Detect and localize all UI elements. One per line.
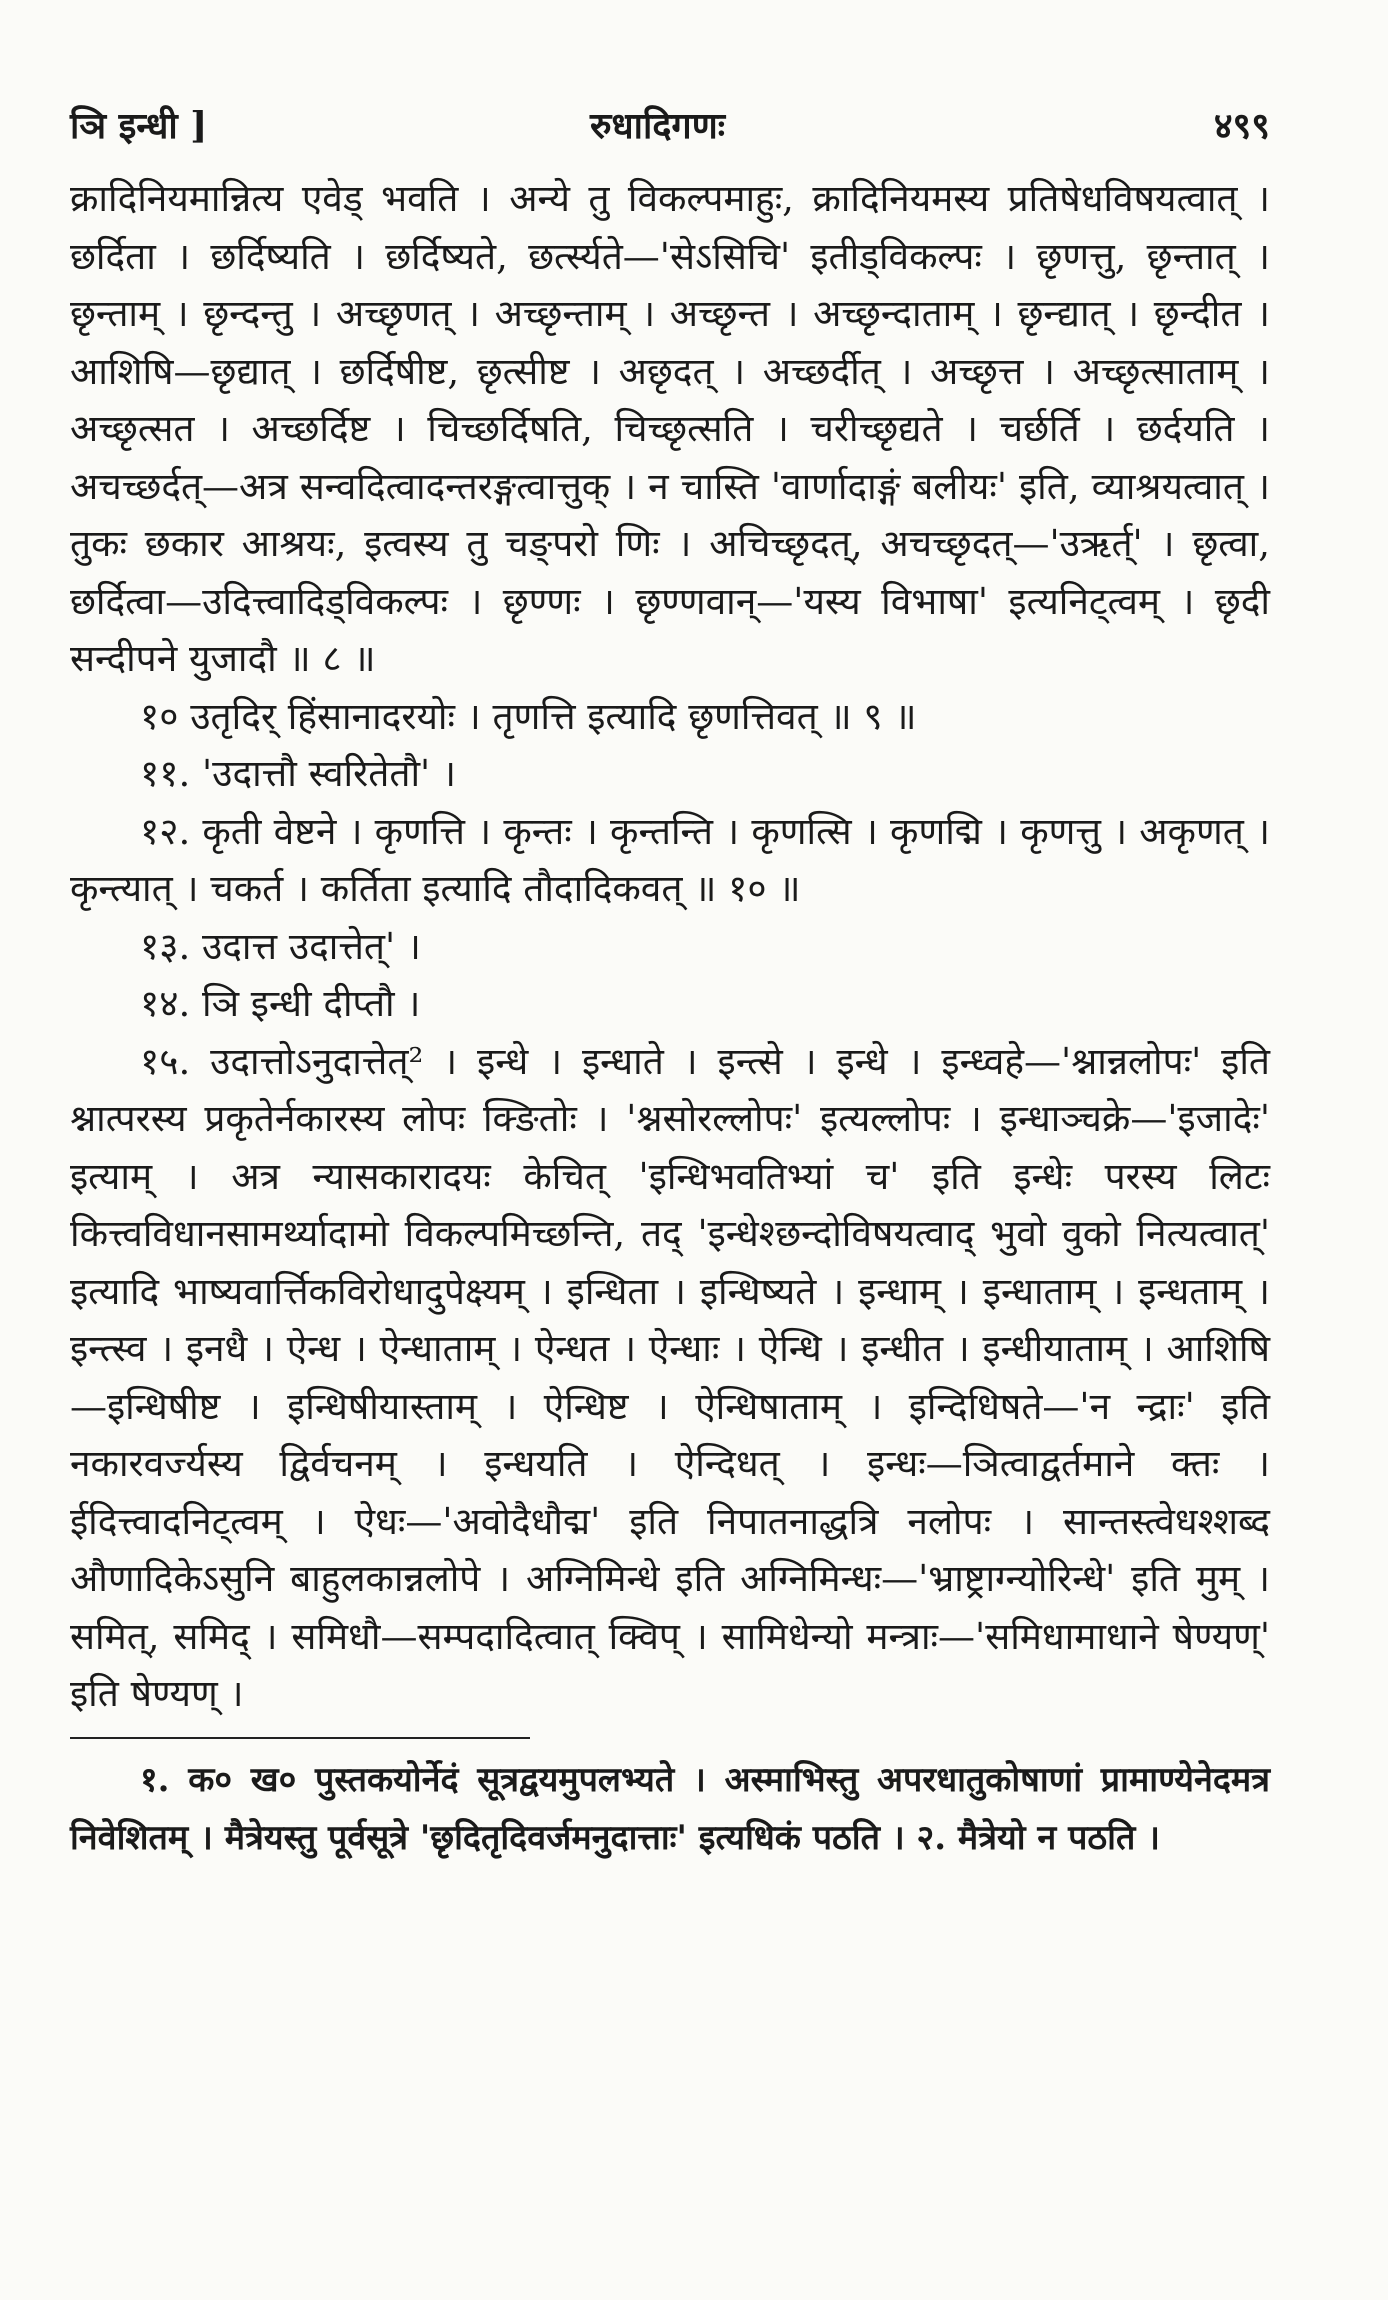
paragraph: १२. कृती वेष्टने । कृणत्ति । कृन्तः । कृन्तन्ति । कृणत्सि । कृणद्मि । कृणत्तु । अकृणत् । कृन्त्यात् । चकर्त । कर्तिता इत्यादि तौदादिकवत् ॥ १० ॥ — [70, 809, 1270, 910]
running-header — [70, 100, 1270, 170]
footnote-divider — [70, 1737, 530, 1739]
main-text — [70, 170, 1270, 1723]
paragraph: ११. 'उदात्तौ स्वरितेतौ' । — [140, 752, 456, 795]
page-number: ४९९ — [1213, 105, 1270, 147]
paragraph: १३. उदात्त उदात्तेत्' । — [140, 924, 421, 968]
paragraph: क्रादिनियमान्नित्य एवेड् भवति । अन्ये तु विकल्पमाहुः, क्रादिनियमस्य प्रतिषेधविषयत्वात् । छर्दिता । छर्दिष्यति । छर्दिष्यते, छर्त्स्यते—'सेऽसिचि' इतीड्विकल्पः । छृणत्तु, छृन्तात् । छृन्ताम् । छृन्दन्तु । अच्छृणत् । अच्छृन्ताम् । अच्छृन्त । अच्छृन्दाताम् । छृन्द्यात् । छृन्दीत । आशिषि—छृद्यात् । छर्दिषीष्ट, छृत्सीष्ट । अछृदत् । अच्छर्दीत् । अच्छृत्त । अच्छृत्साताम् । अच्छृत्सत । अच्छर्दिष्ट । चिच्छर्दिषति, चिच्छृत्सति । चरीच्छृद्यते । चर्छर्ति । छर्दयति । अचच्छर्दत्—अत्र सन्वदित्वादन्तरङ्गत्वात्तुक् । न चास्ति 'वार्णादाङ्गं बलीयः' इति, व्याश्रयत्वात् । तुकः छकार आश्रयः, इत्वस्य तु चङ्परो णिः । अचिच्छृदत्, अचच्छृदत्—'उऋर्त्' । छृत्वा, छर्दित्वा—उदित्त्वादिड्विकल्पः । छृण्णः । छृण्णवान्—'यस्य विभाषा' इत्यनिट्त्वम् । छृदी सन्दीपने युजादौ ॥ ८ ॥ — [70, 177, 1270, 680]
header-left: ञि इन्धी ] — [70, 105, 208, 147]
paragraph: १० उतृदिर् हिंसानादरयोः । तृणत्ति इत्यादि छृणत्तिवत् ॥ ९ ॥ — [140, 694, 917, 738]
page — [70, 100, 1270, 1867]
paragraph: १५. उदात्तोऽनुदात्तेत्² । इन्धे । इन्धाते । इन्त्से । इन्धे । इन्ध्वहे—'श्नान्नलोपः' इति श्नात्परस्य प्रकृतेर्नकारस्य लोपः क्ङितोः । 'श्नसोरल्लोपः' इत्यल्लोपः । इन्धाञ्चक्रे—'इजादेः' इत्याम् । अत्र न्यासकारादयः केचित् 'इन्धिभवतिभ्यां च' इति इन्धेः परस्य लिटः कित्त्वविधानसामर्थ्यादामो विकल्पमिच्छन्ति, तद् 'इन्धेश्छन्दोविषयत्वाद् भुवो वुको नित्यत्वात्' इत्यादि भाष्यवार्त्तिकविरोधादुपेक्ष्यम् । इन्धिता । इन्धिष्यते । इन्धाम् । इन्धाताम् । इन्धताम् । इन्त्स्व । इनधै । ऐन्ध । ऐन्धाताम् । ऐन्धत । ऐन्धाः । ऐन्धि । इन्धीत । इन्धीयाताम् । आशिषि—इन्धिषीष्ट । इन्धिषीयास्ताम् । ऐन्धिष्ट । ऐन्धिषाताम् । इन्दिधिषते—'न न्द्राः' इति नकारवर्ज्यस्य द्विर्वचनम् । इन्धयति । ऐन्दिधत् । इन्धः—ञित्वाद्वर्तमाने क्तः । ईदित्त्वादनिट्त्वम् । ऐधः—'अवोदैधौद्म' इति निपातनाद्धत्रि नलोपः । सान्तस्त्वेधश्शब्द औणादिकेऽसुनि बाहुलकान्नलोपे । अग्निमिन्धे इति अग्निमिन्धः—'भ्राष्ट्राग्न्योरिन्धे' इति मुम् । समित्, समिद् । समिधौ—सम्पदादित्वात् क्विप् । सामिधेन्यो मन्त्राः—'समिधामाधाने षेण्यण्' इति षेण्यण् । — [70, 1039, 1270, 1715]
footnote: १. क० ख० पुस्तकयोर्नेदं सूत्रद्वयमुपलभ्यते । अस्माभिस्तु अपरधातुकोषाणां प्रामाण्येनेदमत्र निवेशितम् । मैत्रेयस्तु पूर्वसूत्रे 'छृदितृदिवर्जमनुदात्ताः' इत्यधिकं पठति । २. मैत्रेयो न पठति । — [70, 1759, 1270, 1858]
header-title: रुधादिगणः — [590, 105, 726, 147]
paragraph: १४. ञि इन्धी दीप्तौ । — [140, 982, 421, 1025]
footnotes — [70, 1751, 1270, 1867]
